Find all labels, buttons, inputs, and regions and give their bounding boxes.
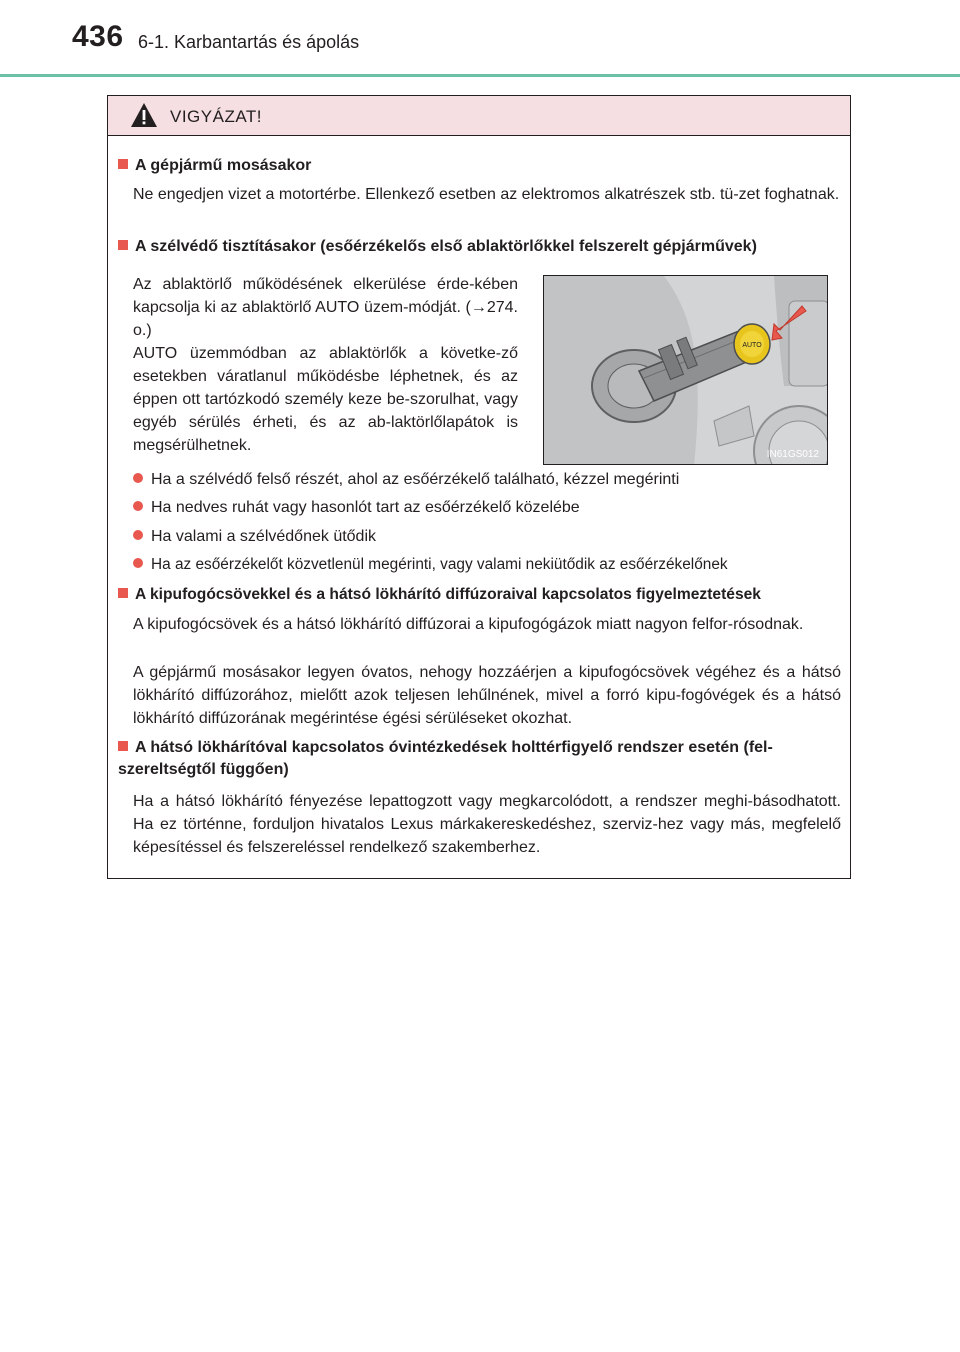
paragraph: Ne engedjen vizet a motortérbe. Ellenkező esetben az elektromos alkatrészek stb. tü-zet foghatnak. <box>133 186 840 203</box>
list-item: Ha nedves ruhát vagy hasonlót tart az esőérzékelő közelébe <box>133 497 580 519</box>
square-bullet-icon <box>118 588 128 598</box>
section-heading: A gépjármű mosásakor <box>118 155 311 177</box>
section-heading: A kipufogócsövekkel és a hátsó lökhárító diffúzoraival kapcsolatos figyelmeztetések <box>118 584 761 606</box>
image-code: IN61GS012 <box>766 449 819 460</box>
warning-header <box>108 96 850 136</box>
warning-label: VIGYÁZAT! <box>170 107 263 126</box>
paragraph: Az ablaktörlő működésének elkerülése érde-kében kapcsolja ki az ablaktörlő AUTO üzem-módját. (→274. o.) <box>133 276 518 339</box>
square-bullet-icon <box>118 159 128 169</box>
list-item: Ha valami a szélvédőnek ütődik <box>133 526 376 548</box>
paragraph: A gépjármű mosásakor legyen óvatos, nehogy hozzáérjen a kipufogócsövek végéhez és a hátsó lökhárító diffúzorához, mielőtt azok teljesen lehűlnének, mivel a forró kipu-fogóvégek és a hátsó lökhárító diffúzorának megérintése égési sérüléseket okozhat. <box>133 664 841 727</box>
list-item: Ha az esőérzékelőt közvetlenül megérinti, vagy valami nekiütődik az esőérzékelőnek <box>133 554 728 576</box>
round-bullet-icon <box>133 558 143 568</box>
warning-box <box>107 95 851 879</box>
wiper-lever-photo <box>543 275 828 465</box>
header-divider <box>0 74 960 77</box>
auto-knob-label: AUTO <box>742 342 762 349</box>
round-bullet-icon <box>133 473 143 483</box>
section-heading: A szélvédő tisztításakor (esőérzékelős első ablaktörlőkkel felszerelt gépjárművek) <box>118 236 757 258</box>
square-bullet-icon <box>118 240 128 250</box>
page-number: 436 <box>72 20 124 53</box>
section-title: 6-1. Karbantartás és ápolás <box>138 32 360 52</box>
paragraph: A kipufogócsövek és a hátsó lökhárító diffúzorai a kipufogógázok miatt nagyon felfor-rósodnak. <box>133 616 804 633</box>
round-bullet-icon <box>133 530 143 540</box>
section-heading: A hátsó lökhárítóval kapcsolatos óvintézkedések holttérfigyelő rendszer esetén (fel-szereltségtől függően) <box>118 739 773 778</box>
page-header <box>0 0 960 80</box>
paragraph: AUTO üzemmódban az ablaktörlők a követke-ző esetekben váratlanul működésbe léphetnek, és az éppen ott tartózkodó személy keze be-szorulhat, vagy egyéb sérülés érheti, és az ab-laktörlőlapátok is megsérülhetnek. <box>133 345 518 454</box>
warning-triangle-icon <box>130 102 158 128</box>
paragraph: Ha a hátsó lökhárító fényezése lepattogzott vagy megkarcolódott, a rendszer meghi-básodhatott. Ha ez történne, forduljon hivatalos Lexus márkakereskedéshez, szerviz-hez vagy más, megfelelő képesítéssel és felszereléssel rendelkező szakemberhez. <box>133 793 841 856</box>
square-bullet-icon <box>118 741 128 751</box>
list-item: Ha a szélvédő felső részét, ahol az esőérzékelő található, kézzel megérinti <box>133 469 679 491</box>
wiper-lever-illustration <box>544 276 828 465</box>
round-bullet-icon <box>133 501 143 511</box>
